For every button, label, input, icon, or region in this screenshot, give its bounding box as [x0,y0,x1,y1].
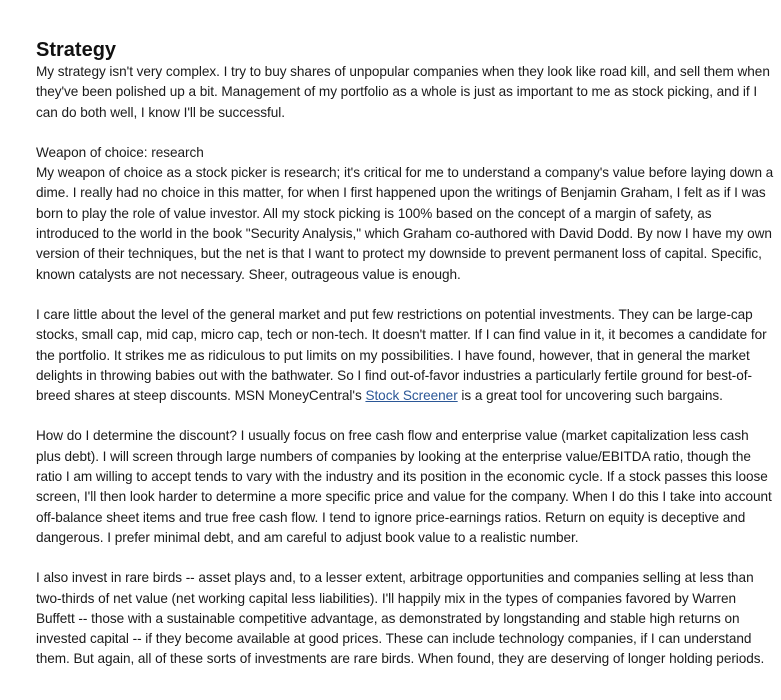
paragraph-spacer [36,123,776,143]
market-paragraph [36,305,776,406]
section-subheading: Weapon of choice: research [36,144,204,160]
paragraph-spacer [36,406,776,426]
page-title: Strategy [36,39,117,61]
stock-screener-link[interactable]: Stock Screener [365,388,458,404]
research-paragraph: My weapon of choice as a stock picker is research; it's critical for me to understand a company's value before laying down a dime. I really had no choice in this matter, for when I first happened upon the writings of Benjamin Graham, I felt as if I was born to play the role of value investor. All my stock picking is 100% based on the concept of a margin of safety, as introduced to the world in the book "Security Analysis," which Graham co-authored with David Dodd. By now I have my own version of their techniques, but the net is that I want to protect my downside to prevent permanent loss of capital. Specific, known catalysts are not necessary. Sheer, outrageous value is enough. [36,165,774,282]
rare-birds-paragraph: I also invest in rare birds -- asset plays and, to a lesser extent, arbitrage opportunities and companies selling at less than two-thirds of net value (net working capital less liabilities). I'll happily mix in the types of companies favored by Warren Buffett -- those with a sustainable competitive advantage, as demonstrated by longstanding and stable high returns on invested capital -- if they become available at good prices. These can include technology companies, if I can understand them. But again, all of these sorts of investments are rare birds. When found, they are deserving of longer holding periods. [36,570,765,667]
paragraph-spacer [36,548,776,568]
document-body [36,38,776,670]
discount-paragraph: How do I determine the discount? I usually focus on free cash flow and enterprise value (market capitalization less cash plus debt). I will screen through large numbers of companies by looking at the enterprise value/EBITDA ratio, though the ratio I am willing to accept tends to vary with the industry and its position in the economic cycle. If a stock passes this loose screen, I'll then look harder to determine a more specific price and value for the company. When I do this I take into account off-balance sheet items and true free cash flow. I tend to ignore price-earnings ratios. Return on equity is deceptive and dangerous. I prefer minimal debt, and am careful to adjust book value to a realistic number. [36,428,772,545]
intro-paragraph: My strategy isn't very complex. I try to buy shares of unpopular companies when they look like road kill, and sell them when they've been polished up a bit. Management of my portfolio as a whole is just as important to me as stock picking, and if I can do both well, I know I'll be successful. [36,64,770,120]
paragraph-spacer [36,285,776,305]
market-paragraph-text-end: is a great tool for uncovering such bargains. [457,388,723,404]
market-paragraph-text: I care little about the level of the general market and put few restrictions on potential investments. They can be large-cap stocks, small cap, mid cap, micro cap, tech or non-tech. It doesn't matter. If I can find value in it, it becomes a candidate for the portfolio. It strikes me as ridiculous to put limits on my possibilities. I have found, however, that in general the market delights in throwing babies out with the bathwater. So I find out-of-favor industries a particularly fertile ground for best-of-breed shares at steep discounts. MSN MoneyCentral's [36,306,767,404]
